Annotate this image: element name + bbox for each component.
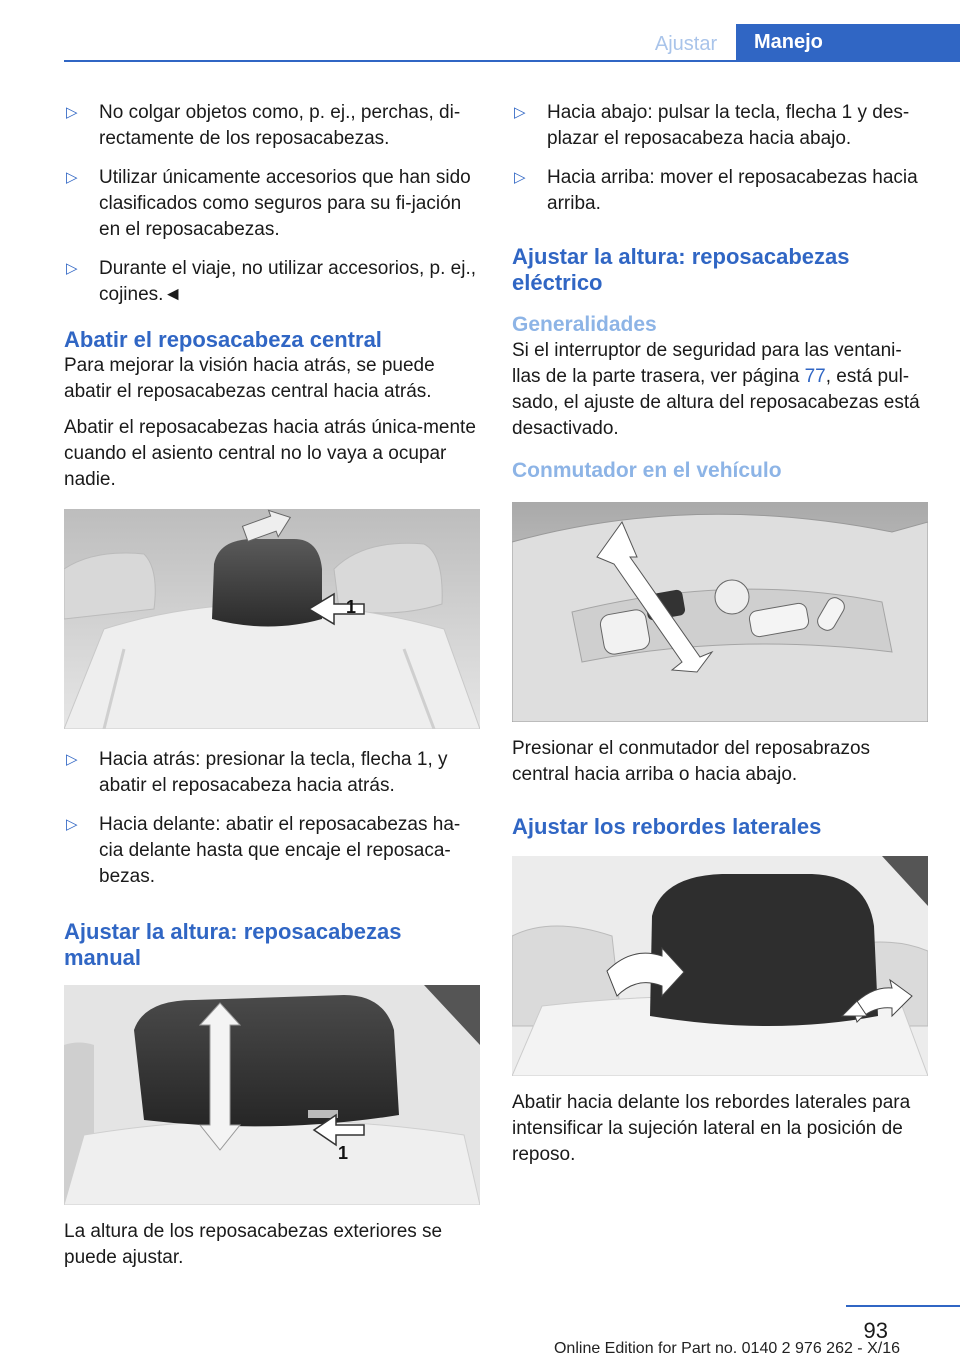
section-heading: Ajustar los rebordes laterales (512, 814, 822, 839)
side-bolster-figure (512, 856, 928, 1076)
list-item: ▷ Hacia atrás: presionar la tecla, flecha 1, y abatir el reposacabeza hacia atrás. (66, 749, 448, 796)
paragraph: Abatir hacia delante los rebordes laterales para intensificar la sujeción lateral en la posición de reposo. (512, 1092, 911, 1165)
section-tab[interactable]: Ajustar (654, 33, 718, 55)
list-item: ▷ Hacia abajo: pulsar la tecla, flecha 1 y des-plazar el reposacabeza hacia abajo. (514, 102, 910, 149)
section-heading: Ajustar la altura: reposacabezas manual (64, 919, 402, 970)
page-header (0, 24, 960, 62)
triangle-bullet-icon: ▷ (66, 104, 78, 121)
page-link[interactable]: 77 (804, 366, 826, 387)
list-item: ▷ Hacia arriba: mover el reposacabezas hacia arriba. (514, 167, 918, 214)
triangle-bullet-icon: ▷ (66, 169, 78, 186)
triangle-bullet-icon: ▷ (66, 260, 78, 277)
bullet-list (64, 100, 482, 308)
edition-footer: Online Edition for Part no. 0140 2 976 262 - X/16 (553, 1340, 900, 1357)
bullet-list (512, 100, 928, 217)
paragraph: Presionar el conmutador del reposabrazos central hacia arriba o hacia abajo. (512, 738, 871, 785)
figure-callout-label: 1 (346, 597, 357, 617)
paragraph: Si el interruptor de seguridad para las ventani-llas de la parte trasera, ver página 77, está pul-sado, el ajuste de altura del reposacabezas está desactivado. (512, 340, 920, 439)
list-item: ▷ Utilizar únicamente accesorios que han sido clasificados como seguros para su fi-jación en el reposacabezas. (66, 167, 471, 240)
figure-callout-label: 1 (338, 1143, 349, 1163)
headrest-manual-figure (64, 985, 480, 1205)
list-item: ▷ Durante el viaje, no utilizar accesorios, p. ej., cojines.◄ (66, 258, 477, 305)
triangle-bullet-icon: ▷ (514, 169, 526, 186)
paragraph: Abatir el reposacabezas hacia atrás única-mente cuando el asiento central no lo vaya a ocupar nadie. (64, 417, 476, 490)
subsection-heading: Generalidades (512, 313, 657, 336)
left-column (64, 100, 482, 1281)
footer-rule (846, 1305, 960, 1307)
list-item: ▷ Hacia delante: abatir el reposacabezas ha-cia delante hasta que encaje el reposaca-bezas. (66, 814, 461, 887)
header-rule (64, 60, 960, 62)
section-heading: Ajustar la altura: reposacabezas eléctrico (512, 244, 850, 295)
paragraph: Para mejorar la visión hacia atrás, se puede abatir el reposacabezas central hacia atrás. (64, 355, 435, 402)
triangle-bullet-icon: ▷ (66, 816, 78, 833)
triangle-bullet-icon: ▷ (514, 104, 526, 121)
chapter-tab[interactable]: Manejo (736, 24, 960, 61)
triangle-bullet-icon: ▷ (66, 751, 78, 768)
section-heading: Abatir el reposacabeza central (64, 327, 382, 352)
seat-switch-figure (512, 502, 928, 722)
headrest-fold-figure (64, 509, 480, 729)
list-item: ▷ No colgar objetos como, p. ej., perchas, di-rectamente de los reposacabezas. (66, 102, 461, 149)
subsection-heading: Conmutador en el vehículo (512, 459, 782, 482)
paragraph: La altura de los reposacabezas exteriores se puede ajustar. (64, 1221, 443, 1268)
page-number: 93 (863, 1318, 888, 1343)
bullet-list (64, 747, 482, 890)
right-column (512, 100, 928, 1178)
